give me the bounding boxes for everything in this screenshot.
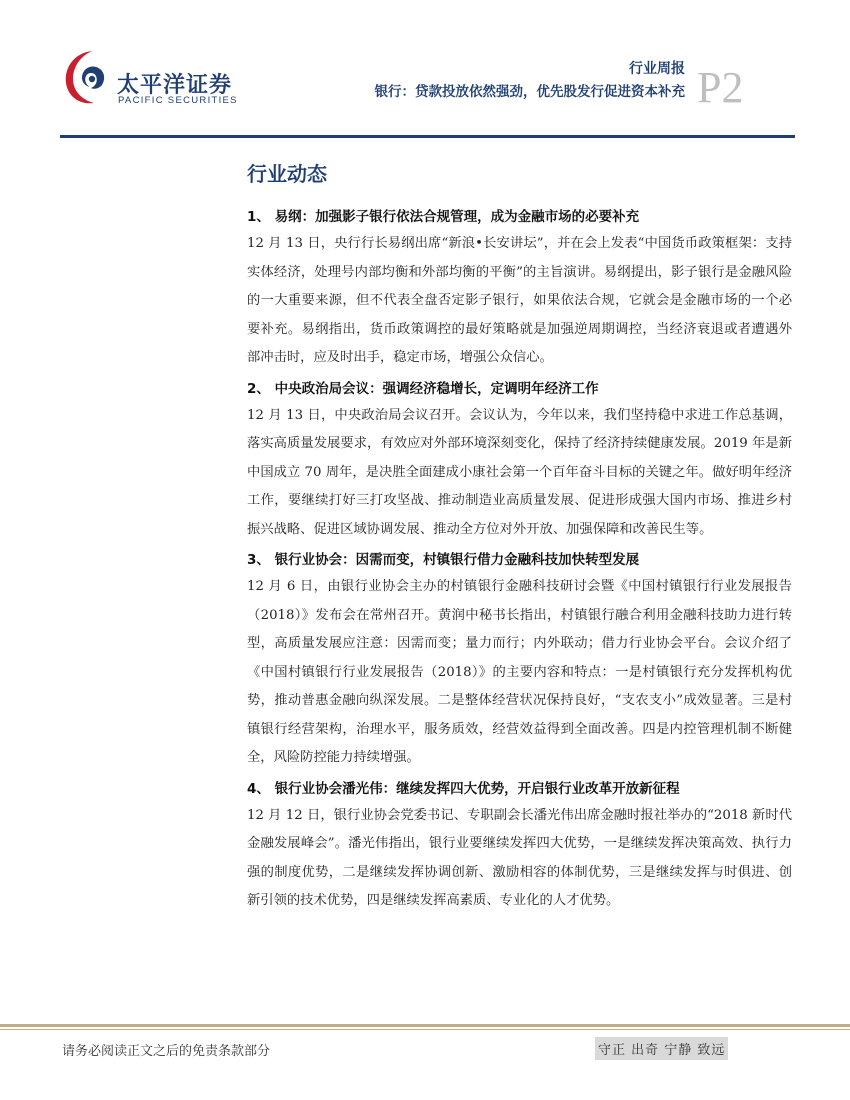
news-body: 12 月 6 日，由银行业协会主办的村镇银行金融科技研讨会暨《中国村镇银行行业发展报告（2018）》发布会在常州召开。黄润中秘书长指出，村镇银行融合利用金融科技助力进行转型，高质量发展应注意：因需而变；量力而行；内外联动；借力行业协会平台。会议介绍了《中国村镇银行行业发展报告（2018）》的主要内容和特点：一是村镇银行充分发挥机构优势，推动普惠金融向纵深发展。二是整体经营状况保持良好，“支农支小”成效显著。三是村镇银行经营架构，治理水平，服务质效，经营效益得到全面改善。四是内控管理机制不断健全，风险防控能力持续增强。 [247, 579, 792, 765]
disclaimer-note: 请务必阅读正文之后的免责条款部分 [62, 1044, 271, 1059]
company-slogan: 守正 出奇 宁静 致远 [595, 1037, 728, 1060]
pacific-securities-logo-icon [62, 48, 112, 106]
company-name-cn: 太平洋证券 [117, 73, 233, 98]
news-heading: 1、 易纲：加强影子银行依法合规管理，成为金融市场的必要补充 [247, 209, 640, 225]
report-title: 银行：贷款投放依然强劲，优先股发行促进资本补充 [374, 84, 685, 100]
page-number: P2 [697, 63, 744, 112]
news-body: 12 月 13 日，央行行长易纲出席“新浪•长安讲坛”，并在会上发表“中国货币政策框架：支持实体经济，处理号内部均衡和外部均衡的平衡”的主旨演讲。易纲提出，影子银行是金融风险的一大重要来源，但不代表全盘否定影子银行，如果依法合规，它就会是金融市场的一个必要补充。易纲指出，货币政策调控的最好策略就是加强逆周期调控，当经济衰退或者遭遇外部冲击时，应及时出手，稳定市场，增强公众信心。 [247, 236, 792, 365]
news-heading: 4、 银行业协会潘光伟：继续发挥四大优势，开启银行业改革开放新征程 [247, 780, 680, 797]
news-item [247, 547, 792, 773]
footer-divider [0, 1024, 850, 1027]
news-heading: 2、 中央政治局会议：强调经济稳增长，定调明年经济工作 [247, 380, 599, 397]
company-logo [62, 48, 262, 114]
news-body: 12 月 12 日，银行业协会党委书记、专职副会长潘光伟出席金融时报社举办的“2018 新时代金融发展峰会”。潘光伟指出，银行业要继续发挥四大优势，一是继续发挥决策高效、执行力强的制度优势，二是继续发挥协调创新、激励相容的体制优势，三是继续发挥与时俱进、创新引领的技术优势，四是继续发挥高素质、专业化的人才优势。 [247, 807, 792, 908]
header-divider [60, 135, 795, 138]
main-content [247, 162, 792, 919]
news-body: 12 月 13 日，中央政治局会议召开。会议认为，今年以来，我们坚持稳中求进工作总基调，落实高质量发展要求，有效应对外部环境深刻变化，保持了经济持续健康发展。2019 年是新中国成立 70 周年，是决胜全面建成小康社会第一个百年奋斗目标的关键之年。做好明年经济工作，要继续打好三打攻坚战、推动制造业高质量发展、促进形成强大国内市场、推进乡村振兴战略、促进区域协调发展、推动全方位对外开放、加强保障和改善民生等。 [247, 407, 792, 537]
report-type: 行业周报 [629, 61, 685, 77]
company-name-en: PACIFIC SECURITIES [118, 95, 238, 106]
news-item [247, 776, 792, 916]
news-item [247, 204, 792, 373]
news-heading: 3、 银行业协会：因需而变，村镇银行借力金融科技加快转型发展 [247, 552, 640, 568]
footer-divider-thin [0, 1029, 850, 1030]
section-title: 行业动态 [247, 162, 327, 186]
news-item [247, 376, 792, 545]
